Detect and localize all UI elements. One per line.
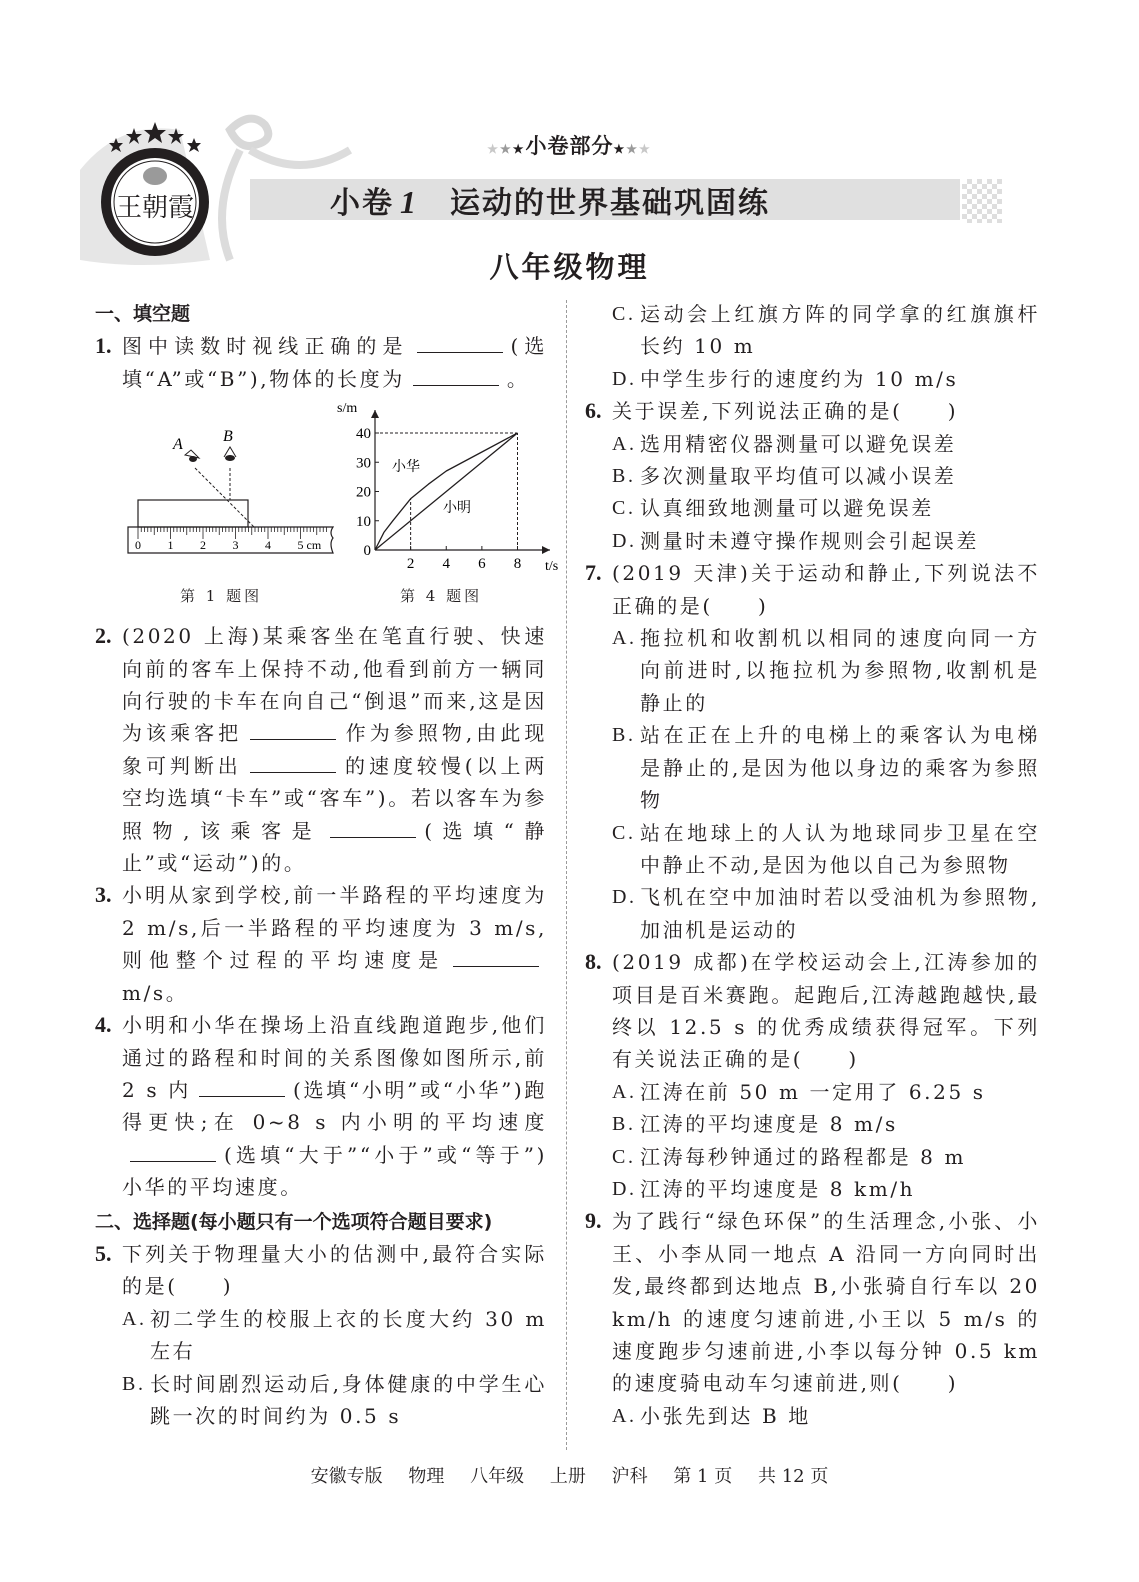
figure-4-caption: 第 4 题图 — [400, 587, 483, 606]
option-text: 测量时未遵守操作规则会引起误差 — [640, 528, 979, 553]
section-heading-multiple-choice: 二、选择题(每小题只有一个选项符合题目要求) — [95, 1210, 493, 1233]
option-text: 长时间剧烈运动后,身体健康的中学生心跳一次的时间约为 0.5 s — [150, 1371, 547, 1428]
y-axis-label: s/m — [337, 401, 358, 417]
option-label: A. — [612, 1080, 637, 1103]
option-text: 中学生步行的速度约为 10 m/s — [640, 366, 959, 391]
question-stem: 为了践行“绿色环保”的生活理念,小张、小王、小李从同一地点 A 沿同一方向同时出发,最终都到达地点 B,小张骑自行车以 20 km/h 的速度匀速前进,小王以 5 m/s 的速度跑步匀速前进,小李以每分钟 0.5 km 的速度骑电动车匀速前进,则( ) — [612, 1209, 1040, 1396]
question-stem: 关于误差,下列说法正确的是( ) — [612, 399, 959, 424]
logo-text: 王朝霞 — [115, 193, 195, 222]
option-label: C. — [612, 821, 636, 844]
question-number: 9. — [585, 1208, 602, 1234]
question-8 — [585, 946, 1040, 1076]
question-number: 7. — [585, 560, 602, 586]
question-1 — [95, 330, 547, 395]
footer-page-number: 第 1 页 — [673, 1466, 733, 1487]
option-8b[interactable] — [585, 1108, 1040, 1140]
question-9 — [585, 1205, 1040, 1399]
question-number: 2. — [95, 623, 112, 649]
footer-publisher: 沪科 — [611, 1466, 648, 1487]
x-axis-label: t/s — [545, 559, 559, 575]
eye-b-label: B — [223, 428, 233, 446]
question-text: 作为参照物,由此现象可判断出 — [122, 721, 547, 778]
option-label: B. — [612, 465, 636, 488]
option-text: 多次测量取平均值可以减小误差 — [640, 464, 957, 489]
question-6 — [585, 395, 1040, 427]
question-text: (2020 上海)某乘客坐在笔直行驶、快速向前的客车上保持不动,他看到前方一辆同向行驶的卡车在向自己“倒退”而来,这是因为该乘客把 — [122, 624, 547, 746]
star-icon: ★★★ — [487, 142, 526, 156]
option-text: 站在地球上的人认为地球同步卫星在空中静止不动,是因为他以自己为参照物 — [640, 820, 1040, 877]
option-label: D. — [612, 886, 637, 909]
question-text: 的速度较慢(以上两空均选填“卡车”或“客车”)。若以客车为参照物,该乘客是 — [122, 753, 548, 843]
option-8a[interactable] — [585, 1076, 1040, 1108]
option-7b[interactable] — [585, 719, 1040, 816]
ruler-label: 2 — [200, 538, 206, 553]
option-9a[interactable] — [585, 1400, 1040, 1432]
option-7c[interactable] — [585, 817, 1040, 882]
option-text: 江涛的平均速度是 8 km/h — [640, 1176, 916, 1201]
option-label: B. — [122, 1372, 146, 1395]
checker-decoration — [962, 179, 1002, 223]
option-label: B. — [612, 724, 636, 747]
section-heading-fill-blank: 一、填空题 — [95, 303, 191, 325]
question-text: 。 — [506, 366, 530, 391]
option-7d[interactable] — [585, 881, 1040, 946]
option-label: D. — [612, 529, 637, 552]
question-number: 4. — [95, 1012, 112, 1038]
page-title — [330, 178, 770, 222]
section-kicker — [0, 130, 1139, 160]
option-6d[interactable] — [585, 525, 1040, 557]
star-icon: ★★★ — [613, 142, 652, 156]
y-tick-label: 30 — [356, 455, 371, 472]
y-tick-label: 40 — [356, 426, 371, 443]
x-axis-arrow-icon — [542, 546, 550, 554]
question-text: (选填“A”或“B”),物体的长度为 — [122, 334, 547, 391]
option-text: 江涛的平均速度是 8 m/s — [640, 1112, 898, 1137]
question-3 — [95, 879, 547, 1009]
option-text: 站在正在上升的电梯上的乘客认为电梯是静止的,是因为他以身边的乘客为参照物 — [640, 723, 1040, 813]
ruler-label: 3 — [232, 538, 239, 553]
x-tick-label: 6 — [478, 556, 486, 573]
ruler-label: 0 — [135, 538, 141, 553]
option-5b[interactable] — [95, 1368, 547, 1433]
option-text: 小张先到达 B 地 — [640, 1403, 811, 1428]
question-text: (选填“静止”或“运动”)的。 — [122, 818, 547, 876]
option-text: 飞机在空中加油时若以受油机为参照物,加油机是运动的 — [640, 885, 1040, 942]
y-tick-label: 20 — [356, 484, 371, 501]
question-number: 1. — [95, 333, 112, 359]
option-label: A. — [612, 627, 637, 650]
right-column — [585, 298, 1040, 1432]
question-stem: (2019 成都)在学校运动会上,江涛参加的项目是百米赛跑。起跑后,江涛越跑越快,最终以 12.5 s 的优秀成绩获得冠军。下列有关说法正确的是( ) — [612, 950, 1040, 1072]
option-5a[interactable] — [95, 1303, 547, 1368]
answer-blank[interactable] — [130, 1141, 216, 1162]
option-7a[interactable] — [585, 622, 1040, 719]
question-2 — [95, 620, 547, 879]
answer-blank[interactable] — [199, 1076, 285, 1097]
question-text: (选填“大于”“小于”或“等于”)小华的平均速度。 — [122, 1142, 547, 1200]
footer-edition: 安徽专版 — [310, 1466, 383, 1487]
series-label-xiaohua: 小华 — [392, 460, 420, 476]
series-label-xiaoming: 小明 — [443, 501, 471, 517]
figure-1-ruler — [123, 428, 338, 578]
option-label: D. — [612, 1177, 637, 1200]
question-text: 小明和小华在操场上沿直线跑道跑步,他们通过的路程和时间的关系图像如图所示,前 2 s 内 — [122, 1013, 547, 1102]
question-4 — [95, 1009, 547, 1203]
option-label: C. — [612, 497, 636, 520]
question-text: 图中读数时视线正确的是 — [122, 334, 409, 359]
answer-blank[interactable] — [250, 752, 336, 773]
y-tick-label: 0 — [363, 543, 371, 560]
title-main: 运动的世界基础巩固练 — [450, 186, 770, 221]
answer-blank[interactable] — [250, 719, 336, 740]
option-8d[interactable] — [585, 1173, 1040, 1205]
kicker-text: 小卷部分 — [525, 133, 614, 158]
question-text: m/s。 — [122, 980, 189, 1005]
left-column — [95, 298, 559, 1432]
option-label: A. — [612, 1404, 637, 1427]
sightline-a — [195, 468, 254, 527]
footer-subject: 物理 — [408, 1466, 445, 1487]
footer-volume: 上册 — [549, 1466, 586, 1487]
ruler-label: 1 — [167, 538, 174, 553]
option-label: B. — [612, 1113, 636, 1136]
question-text: 小明从家到学校,前一半路程的平均速度为 2 m/s,后一半路程的平均速度为 3 m/s,则他整个过程的平均速度是 — [122, 883, 547, 973]
figure-1-caption: 第 1 题图 — [180, 587, 263, 606]
option-text: 运动会上红旗方阵的同学拿的红旗旗杆长约 10 m — [640, 302, 1040, 359]
option-text: 江涛在前 50 m 一定用了 6.25 s — [640, 1079, 986, 1104]
title-prefix: 小卷 — [330, 186, 394, 221]
ruler-label: 4 — [265, 538, 271, 553]
footer-grade: 八年级 — [470, 1466, 525, 1487]
column-divider — [566, 300, 567, 1450]
question-stem: (2019 天津)关于运动和静止,下列说法不正确的是( ) — [612, 561, 1040, 618]
option-text: 初二学生的校服上衣的长度大约 30 m 左右 — [150, 1306, 547, 1364]
ruler-label: 5 cm — [297, 538, 322, 553]
answer-blank[interactable] — [453, 946, 539, 967]
page-subtitle: 八年级物理 — [489, 250, 650, 284]
question-number: 3. — [95, 882, 112, 908]
question-5 — [95, 1238, 547, 1303]
option-label: C. — [612, 303, 636, 325]
option-text: 拖拉机和收割机以相同的速度向同一方向前进时,以拖拉机为参照物,收割机是静止的 — [640, 626, 1040, 715]
question-7 — [585, 557, 1040, 622]
eye-a-icon — [185, 450, 199, 462]
question-number: 6. — [585, 398, 602, 424]
x-tick-label: 2 — [406, 556, 415, 573]
option-text: 选用精密仪器测量可以避免误差 — [640, 431, 957, 456]
option-label: C. — [612, 1145, 636, 1168]
answer-blank[interactable] — [330, 817, 416, 838]
footer-page-total: 共 12 页 — [757, 1466, 829, 1487]
answer-blank[interactable] — [413, 365, 499, 386]
option-6a[interactable] — [585, 428, 1040, 460]
question-text: (选填“小明”或“小华”)跑得更快;在 0~8 s 内小明的平均速度 — [122, 1077, 548, 1135]
eye-b-icon — [224, 447, 236, 461]
question-number: 8. — [585, 949, 602, 975]
option-8c[interactable] — [585, 1141, 1040, 1173]
figure-4-chart — [335, 400, 559, 575]
y-axis-arrow-icon — [371, 410, 379, 418]
series-line-xiaoming — [375, 433, 518, 550]
question-stem: 下列关于物理量大小的估测中,最符合实际的是( ) — [122, 1241, 547, 1299]
question-number: 5. — [95, 1240, 112, 1266]
figures-row — [95, 395, 559, 620]
title-number: 1 — [400, 184, 418, 220]
x-tick-label: 4 — [442, 556, 450, 573]
option-5d[interactable] — [585, 363, 1040, 395]
option-6b[interactable] — [585, 460, 1040, 492]
option-label: A. — [612, 432, 637, 455]
page-footer — [0, 1462, 1139, 1488]
option-text: 认真细致地测量可以避免误差 — [640, 496, 934, 521]
y-tick-label: 10 — [356, 513, 371, 530]
x-tick-label: 8 — [513, 556, 522, 573]
answer-blank[interactable] — [417, 332, 503, 353]
option-label: A. — [122, 1307, 147, 1330]
option-label: D. — [612, 367, 637, 390]
option-6c[interactable] — [585, 492, 1040, 524]
eye-a-label: A — [173, 436, 183, 454]
option-text: 江涛每秒钟通过的路程都是 8 m — [640, 1144, 967, 1169]
option-5c[interactable] — [585, 298, 1040, 363]
